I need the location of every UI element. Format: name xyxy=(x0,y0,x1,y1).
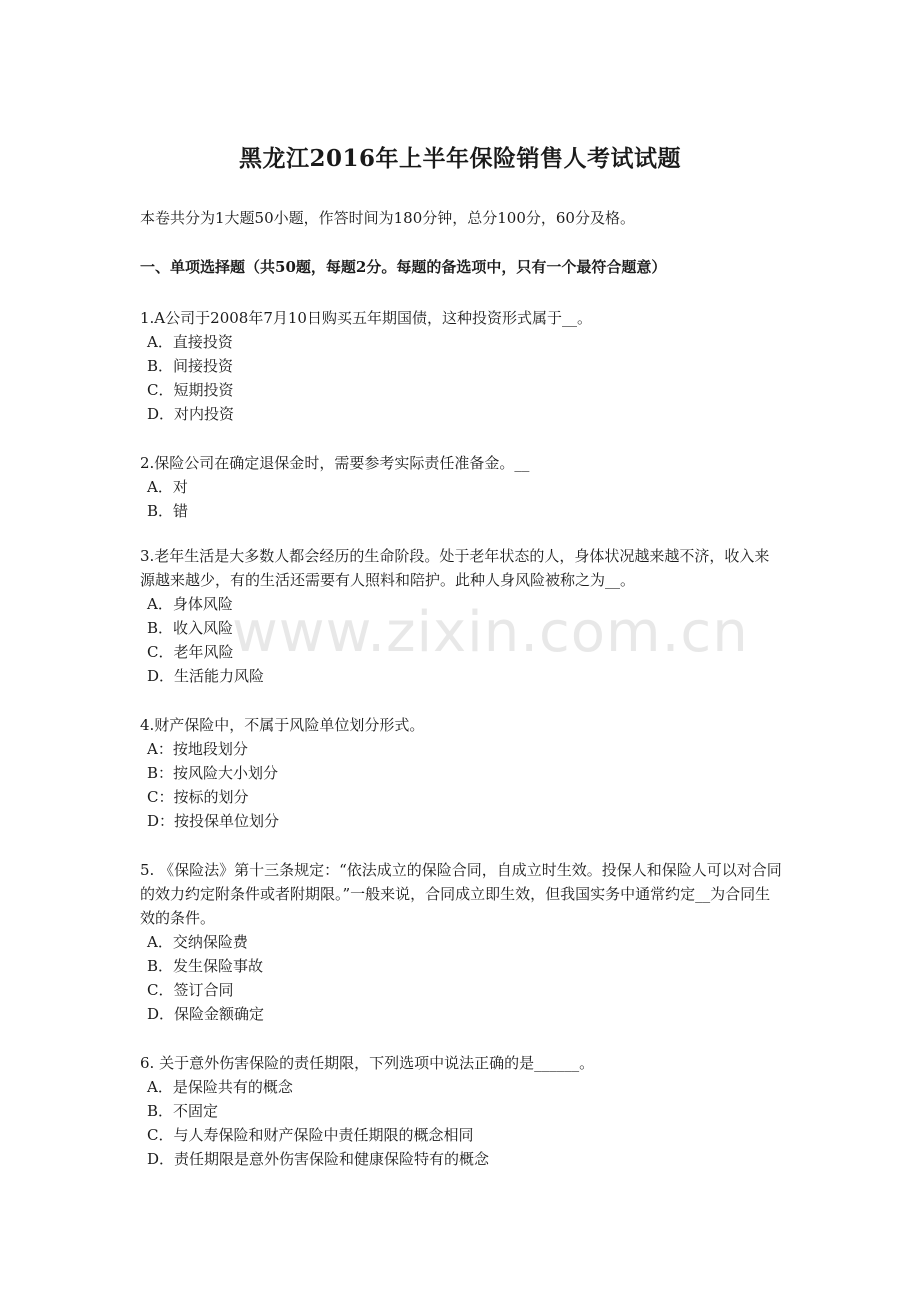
option-b: B．间接投资 xyxy=(147,357,234,375)
question-stem: 2.保险公司在确定退保金时，需要参考实际责任准备金。__ xyxy=(140,454,530,472)
option-d: D．对内投资 xyxy=(147,405,235,423)
option-b: B．发生保险事故 xyxy=(147,957,264,975)
option-b: B．收入风险 xyxy=(147,619,234,637)
option-a: A．对 xyxy=(147,478,188,496)
option-a: A．交纳保险费 xyxy=(147,933,248,951)
exam-intro: 本卷共分为1大题50小题，作答时间为180分钟，总分100分，60分及格。 xyxy=(140,209,635,227)
question-stem: 5. 《保险法》第十三条规定：“依法成立的保险合同，自成立时生效。投保人和保险人可以对合同的效力约定附条件或者附期限。”一般来说，合同成立即生效，但我国实务中通常约定__为合同生效的条件。 xyxy=(140,861,782,927)
option-a: A．是保险共有的概念 xyxy=(147,1078,293,1096)
option-d: D．生活能力风险 xyxy=(147,667,265,685)
option-d: D．保险金额确定 xyxy=(147,1005,265,1023)
question-stem: 1.A公司于2008年7月10日购买五年期国债，这种投资形式属于__。 xyxy=(140,309,592,327)
question-4 xyxy=(140,713,784,833)
watermark: www.zixin.com.cn xyxy=(232,600,749,665)
question-6 xyxy=(140,1051,784,1171)
option-b: B．错 xyxy=(147,502,189,520)
option-c: C．短期投资 xyxy=(147,381,234,399)
option-b: B．不固定 xyxy=(147,1102,219,1120)
question-1 xyxy=(140,306,784,426)
option-a: A：按地段划分 xyxy=(147,740,248,758)
option-d: D：按投保单位划分 xyxy=(147,812,280,830)
question-stem: 4.财产保险中，不属于风险单位划分形式。 xyxy=(140,716,425,734)
question-5 xyxy=(140,858,784,1026)
option-b: B：按风险大小划分 xyxy=(147,764,279,782)
option-c: C．签订合同 xyxy=(147,981,234,999)
option-a: A．直接投资 xyxy=(147,333,233,351)
option-a: A．身体风险 xyxy=(147,595,233,613)
option-c: C：按标的划分 xyxy=(147,788,249,806)
question-stem: 3.老年生活是大多数人都会经历的生命阶段。处于老年状态的人，身体状况越来越不济，收入来源越来越少，有的生活还需要有人照料和陪护。此种人身风险被称之为__。 xyxy=(140,547,770,589)
section-heading: 一、单项选择题（共50题，每题2分。每题的备选项中，只有一个最符合题意） xyxy=(140,258,667,276)
option-d: D．责任期限是意外伤害保险和健康保险特有的概念 xyxy=(147,1150,490,1168)
option-c: C．与人寿保险和财产保险中责任期限的概念相同 xyxy=(147,1126,474,1144)
question-stem: 6. 关于意外伤害保险的责任期限，下列选项中说法正确的是______。 xyxy=(140,1054,595,1072)
document-title: 黑龙江2016年上半年保险销售人考试试题 xyxy=(238,145,681,172)
question-2 xyxy=(140,451,784,523)
option-c: C．老年风险 xyxy=(147,643,234,661)
question-3 xyxy=(140,544,784,688)
